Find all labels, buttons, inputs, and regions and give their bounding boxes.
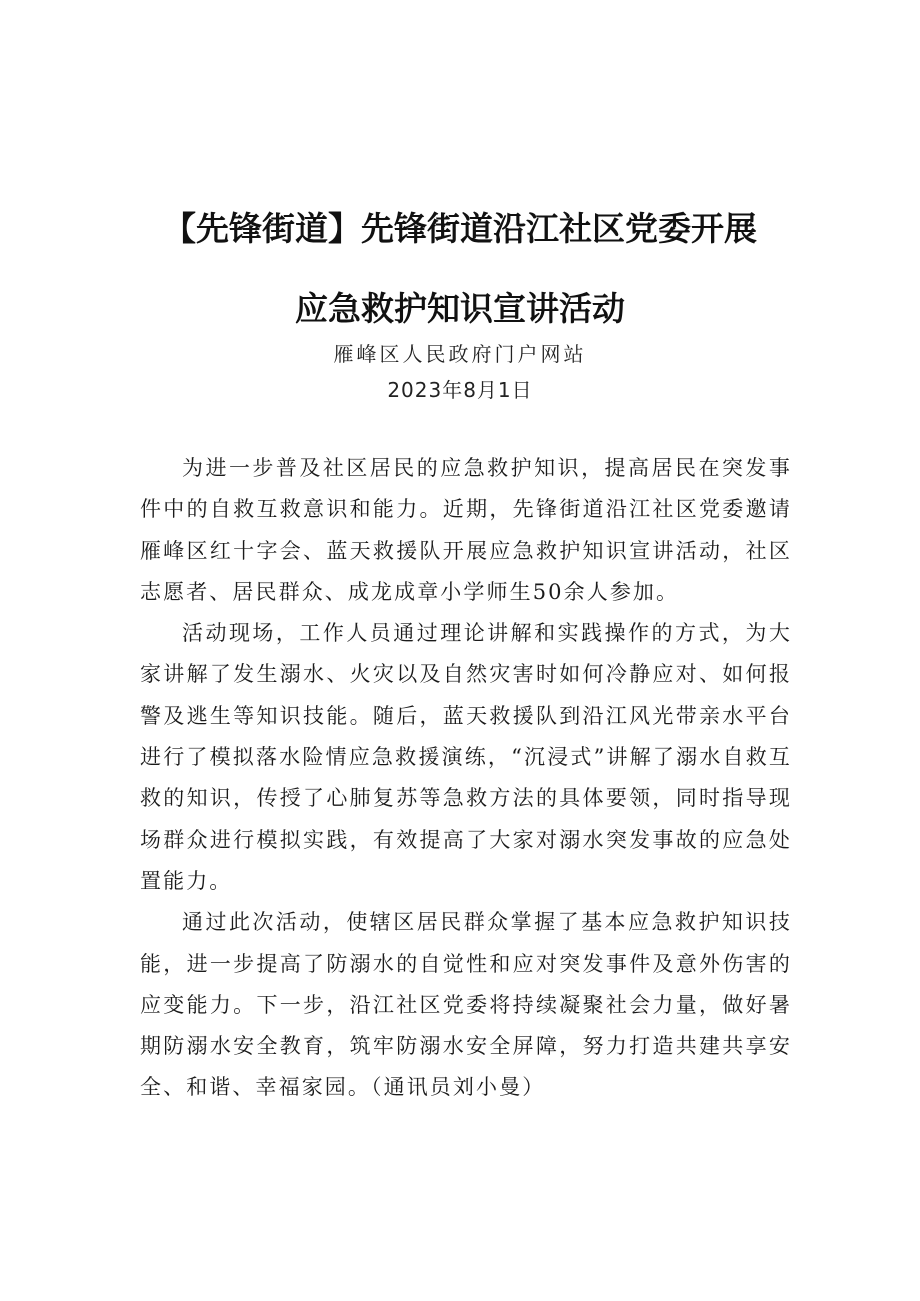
document-title-line-1: 【先锋街道】先锋街道沿江社区党委开展: [163, 209, 757, 248]
body-paragraph-3: 通过此次活动，使辖区居民群众掌握了基本应急救护知识技能，进一步提高了防溺水的自觉性和应对突发事件及意外伤害的应变能力。下一步，沿江社区党委将持续凝聚社会力量，做好暑期防溺水安全教育，筑牢防溺水安全屏障，努力打造共建共享安全、和谐、幸福家园。（通讯员刘小曼）: [140, 910, 792, 1100]
body-paragraph-1: 为进一步普及社区居民的应急救护知识，提高居民在突发事件中的自救互救意识和能力。近期，先锋街道沿江社区党委邀请雁峰区红十字会、蓝天救援队开展应急救护知识宣讲活动，社区志愿者、居民群众、成龙成章小学师生50余人参加。: [140, 456, 792, 604]
document-body: [140, 448, 792, 1109]
body-paragraph-2: 活动现场，工作人员通过理论讲解和实践操作的方式，为大家讲解了发生溺水、火灾以及自然灾害时如何冷静应对、如何报警及逃生等知识技能。随后，蓝天救援队到沿江风光带亲水平台进行了模拟落水险情应急救援演练，“沉浸式”讲解了溺水自救互救的知识，传授了心肺复苏等急救方法的具体要领，同时指导现场群众进行模拟实践，有效提高了大家对溺水突发事故的应急处置能力。: [140, 621, 792, 893]
document-source: 雁峰区人民政府门户网站: [333, 342, 587, 366]
document-date: 2023年8月1日: [387, 378, 533, 402]
document-title-line-2: 应急救护知识宣讲活动: [295, 289, 625, 328]
